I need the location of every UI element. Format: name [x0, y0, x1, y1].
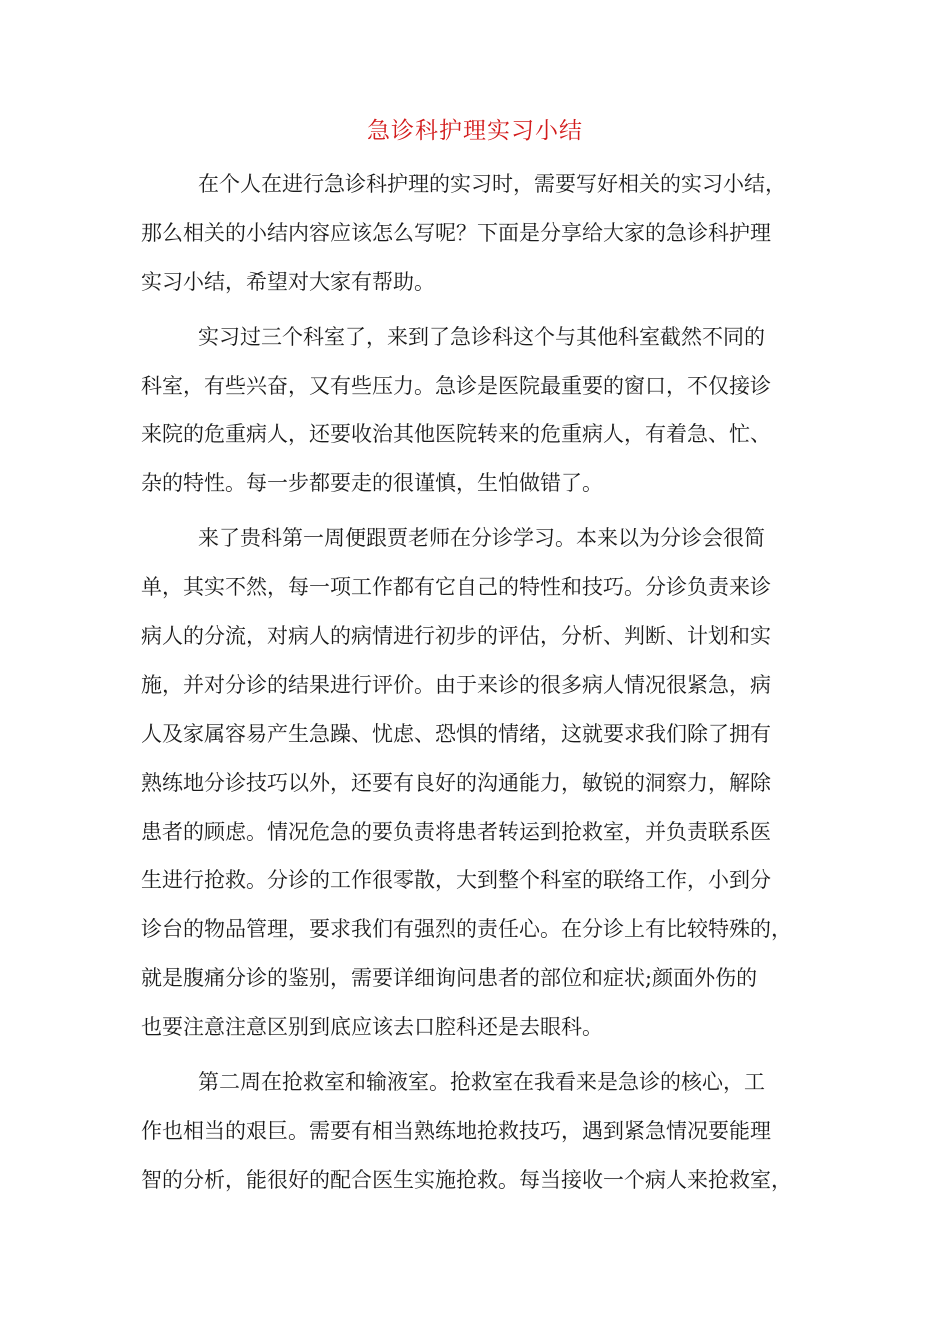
document-title: 急诊科护理实习小结 — [367, 118, 583, 144]
paragraph-line: 那么相关的小结内容应该怎么写呢？下面是分享给大家的急诊科护理 — [141, 220, 771, 245]
paragraph-line: 智的分析，能很好的配合医生实施抢救。每当接收一个病人来抢救室， — [141, 1167, 792, 1192]
paragraph-line: 第二周在抢救室和输液室。抢救室在我看来是急诊的核心，工 — [198, 1070, 765, 1095]
paragraph-line: 病人的分流，对病人的病情进行初步的评估，分析、判断、计划和实 — [141, 624, 771, 649]
paragraph-line: 诊台的物品管理，要求我们有强烈的责任心。在分诊上有比较特殊的， — [141, 917, 792, 942]
paragraph-line: 人及家属容易产生急躁、忧虑、恐惧的情绪，这就要求我们除了拥有 — [141, 721, 771, 746]
document-body — [141, 160, 821, 1205]
paragraph-line: 杂的特性。每一步都要走的很谨慎，生怕做错了。 — [141, 471, 603, 496]
paragraph-line: 实习小结，希望对大家有帮助。 — [141, 269, 435, 294]
paragraph-line: 实习过三个科室了，来到了急诊科这个与其他科室截然不同的 — [198, 324, 765, 349]
paragraph-line: 施，并对分诊的结果进行评价。由于来诊的很多病人情况很紧急，病 — [141, 672, 771, 697]
paragraph-line: 科室，有些兴奋，又有些压力。急诊是医院最重要的窗口，不仅接诊 — [141, 373, 771, 398]
paragraph-line: 就是腹痛分诊的鉴别，需要详细询问患者的部位和症状;颜面外伤的 — [141, 966, 758, 991]
paragraph-line: 作也相当的艰巨。需要有相当熟练地抢救技巧，遇到紧急情况要能理 — [141, 1118, 771, 1143]
paragraph-line: 来院的危重病人，还要收治其他医院转来的危重病人，有着急、忙、 — [141, 422, 771, 447]
paragraph-line: 熟练地分诊技巧以外，还要有良好的沟通能力，敏锐的洞察力，解除 — [141, 770, 771, 795]
paragraph-line: 生进行抢救。分诊的工作很零散，大到整个科室的联络工作，小到分 — [141, 868, 771, 893]
paragraph-line: 在个人在进行急诊科护理的实习时，需要写好相关的实习小结， — [198, 172, 786, 196]
paragraph-line: 患者的顾虑。情况危急的要负责将患者转运到抢救室，并负责联系医 — [141, 819, 771, 844]
paragraph-line: 也要注意注意区别到底应该去口腔科还是去眼科。 — [141, 1015, 603, 1040]
paragraph-line: 单，其实不然，每一项工作都有它自己的特性和技巧。分诊负责来诊 — [141, 575, 771, 600]
paragraph-line: 来了贵科第一周便跟贾老师在分诊学习。本来以为分诊会很简 — [198, 526, 765, 551]
